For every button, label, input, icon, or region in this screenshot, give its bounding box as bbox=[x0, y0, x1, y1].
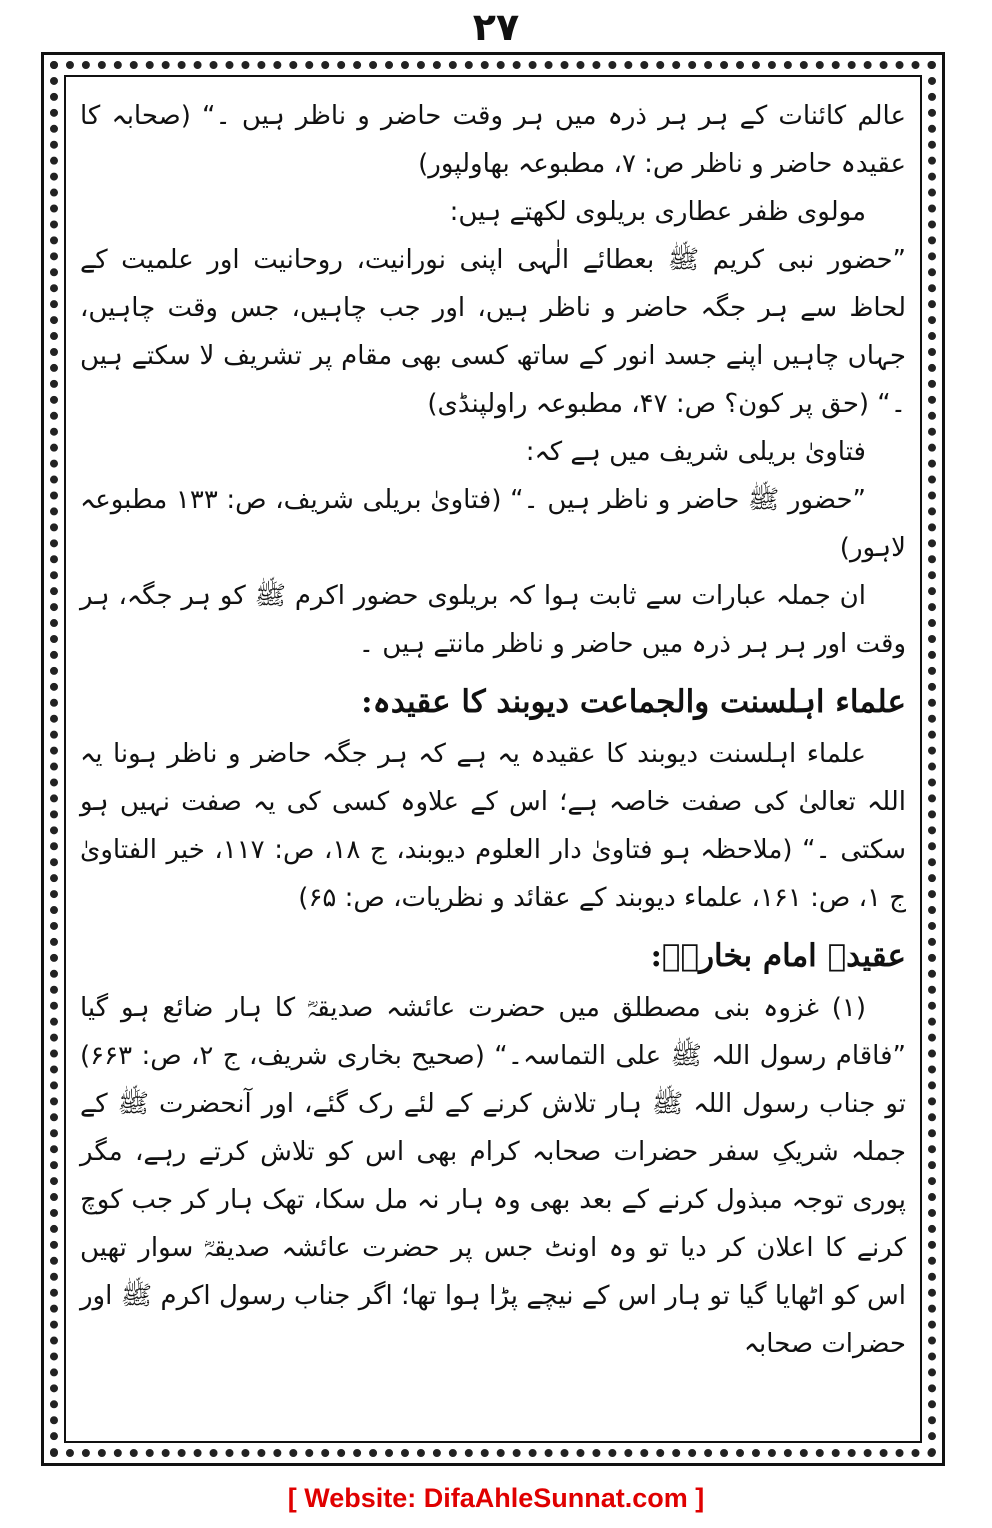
paragraph-quote-end: عالم کائنات کے ہر ہر ذرہ میں ہر وقت حاضر و ناظر ہیں ۔“ (صحابہ کا عقیدہ حاضر و ناظر ص: ۷، مطبوعہ بھاولپور) bbox=[80, 101, 906, 179]
paragraph-conclusion: ان جملہ عبارات سے ثابت ہوا کہ بریلوی حضور اکرم ﷺ کو ہر جگہ، ہر وقت اور ہر ہر ذرہ میں حاضر و ناظر مانتے ہیں ۔ bbox=[80, 581, 906, 659]
page-content bbox=[80, 92, 906, 1440]
paragraph-deoband-belief: علماء اہلسنت دیوبند کا عقیدہ یہ ہے کہ ہر جگہ حاضر و ناظر ہونا یہ اللہ تعالیٰ کی صفت خاصہ ہے؛ اس کے علاوہ کسی کی یہ صفت نہیں ہو سکتی ۔“ (ملاحظہ ہو فتاویٰ دار العلوم دیوبند، ج ۱۸، ص: ۱۱۷، خیر الفتاویٰ ج ۱، ص: ۱۶۱، علماء دیوبند کے عقائد و نظریات، ص: ۶۵) bbox=[80, 739, 906, 913]
paragraph-quote-zafar: ”حضور نبی کریم ﷺ بعطائے الٰہی اپنی نورانیت، روحانیت اور علمیت کے لحاظ سے ہر جگہ حاضر و ناظر ہیں، اور جب چاہیں، جس وقت چاہیں، جہاں چاہیں اپنے جسد انور کے ساتھ کسی بھی مقام پر تشریف لا سکتے ہیں ۔“ (حق پر کون؟ ص: ۴۷، مطبوعہ راولپنڈی) bbox=[80, 245, 906, 419]
section-heading-deoband: علماء اہلسنت والجماعت دیوبند کا عقیدہ: bbox=[361, 684, 906, 720]
paragraph-intro-fatawa: فتاویٰ بریلی شریف میں ہے کہ: bbox=[525, 437, 866, 467]
paragraph-bukhari-narration: (۱) غزوہ بنی مصطلق میں حضرت عائشہ صدیقہؓ کا ہار ضائع ہو گیا ”فاقام رسول اللہ ﷺ علی التماسہ۔“ (صحیح بخاری شریف، ج ۲، ص: ۶۶۳) تو جناب رسول اللہ ﷺ ہار تلاش کرنے کے لئے رک گئے، اور آنحضرت ﷺ کے جملہ شریکِ سفر حضرات صحابہ کرام بھی اس کو تلاش کرتے رہے، مگر پوری توجہ مبذول کرنے کے بعد بھی وہ ہار نہ مل سکا، تھک ہار کر جب کوچ کرنے کا اعلان کر دیا تو وہ اونٹ جس پر حضرت عائشہ صدیقہؓ سوار تھیں اس کو اٹھایا گیا تو ہار اس کے نیچے پڑا ہوا تھا؛ اگر جناب رسول اکرم ﷺ اور حضرات صحابہ bbox=[80, 993, 906, 1359]
page-number: ۲۷ bbox=[472, 5, 520, 49]
paragraph-intro-zafar: مولوی ظفر عطاری بریلوی لکھتے ہیں: bbox=[449, 197, 866, 227]
paragraph-quote-fatawa: ”حضور ﷺ حاضر و ناظر ہیں ۔“ (فتاویٰ بریلی شریف، ص: ۱۳۳ مطبوعہ لاہور) bbox=[80, 485, 906, 563]
website-link[interactable]: [ Website: DifaAhleSunnat.com ] bbox=[287, 1483, 705, 1513]
section-heading-bukhari: عقیدہ امام بخاریؒ: bbox=[650, 938, 906, 974]
